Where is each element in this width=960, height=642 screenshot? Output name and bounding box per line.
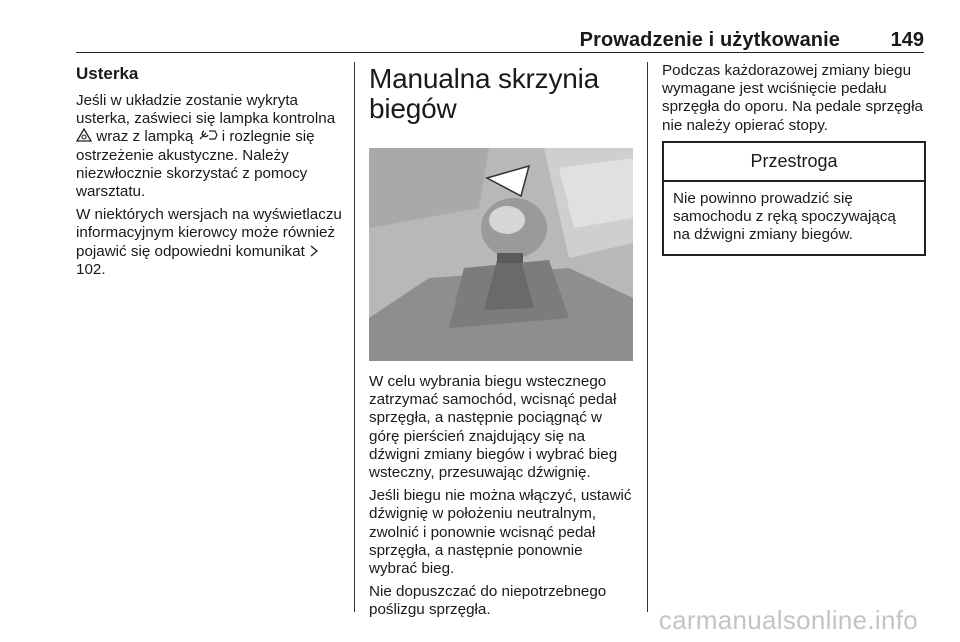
clutch-slip-paragraph: Nie dopuszczać do niepotrzebnego poślizgu sprzęgła. bbox=[369, 583, 607, 619]
service-wrench-icon bbox=[198, 128, 218, 142]
fault-text-3: i rozlegnie się ostrzeżenie akustyczne. Należy niezwłocznie skorzystać z pomocy warsztatu. bbox=[76, 128, 315, 201]
fault-text-2: wraz z lampką bbox=[96, 128, 194, 146]
fault-paragraph bbox=[76, 92, 344, 201]
column-left bbox=[76, 62, 344, 284]
page-number: 149 bbox=[890, 29, 924, 51]
caution-box bbox=[662, 141, 926, 257]
fault-text-1: Jeśli w układzie zostanie wykryta usterka, zaświeci się lampka kontrolna bbox=[76, 92, 336, 128]
subsection-heading: Usterka bbox=[76, 64, 139, 83]
watermark: carmanualsonline.info bbox=[658, 605, 918, 635]
column-right bbox=[662, 62, 926, 256]
caution-title: Przestroga bbox=[664, 143, 924, 182]
page-reference-icon bbox=[309, 245, 319, 257]
column-divider-right bbox=[647, 62, 648, 612]
caution-body bbox=[664, 182, 924, 255]
column-divider-left bbox=[354, 62, 355, 612]
column-middle bbox=[369, 62, 633, 625]
caution-text: Nie powinno prowadzić się samochodu z ręką spoczywającą na dźwigni zmiany biegów. bbox=[673, 189, 896, 244]
gear-engage-paragraph: Jeśli biegu nie można włączyć, ustawić dźwignię w położeniu neutralnym, zwolnić i ponownie wcisnąć pedał sprzęgła, a następnie ponownie wybrać bieg. bbox=[369, 487, 632, 578]
clutch-paragraph: Podczas każdorazowej zmiany biegu wymagane jest wciśnięcie pedału sprzęgła do oporu. Na pedale sprzęgła nie należy opierać stopy. bbox=[662, 62, 923, 134]
gear-lever-illustration bbox=[369, 148, 633, 361]
message-paragraph bbox=[76, 206, 344, 279]
message-text: W niektórych wersjach na wyświetlaczu informacyjnym kierowcy może również pojawić się odpowiedni komunikat bbox=[76, 206, 342, 260]
page-header bbox=[76, 28, 924, 53]
reverse-gear-paragraph: W celu wybrania biegu wstecznego zatrzymać samochód, wcisnąć pedał sprzęgła, a następnie pociągnąć w górę pierścień znajdujący się na dźwigni zmiany biegów i wybrać bieg wsteczny, przesuwając dźwignię. bbox=[369, 373, 618, 482]
header-title: Prowadzenie i użytkowanie bbox=[579, 29, 840, 51]
page-reference-link[interactable]: 102. bbox=[76, 260, 106, 278]
section-title: Manualna skrzynia biegów bbox=[369, 63, 600, 124]
warning-triangle-icon bbox=[76, 128, 92, 142]
